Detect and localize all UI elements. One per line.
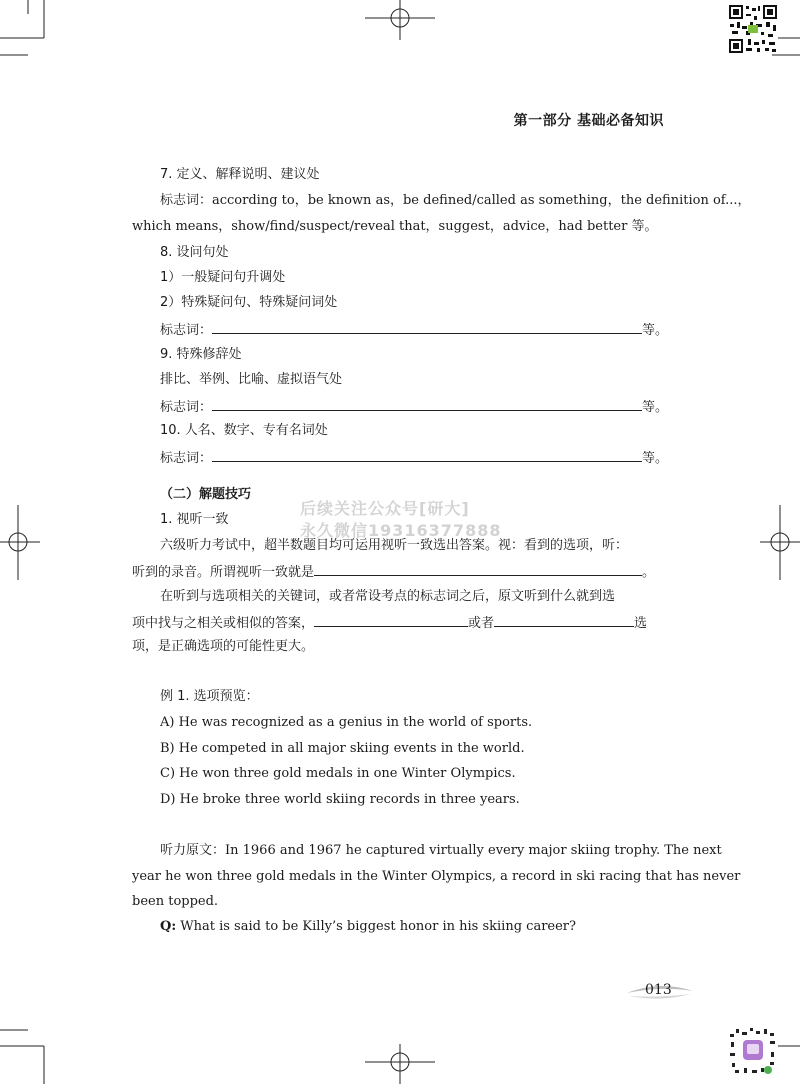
question-text: What is said to be Killy’s biggest honor in his skiing career?	[176, 919, 576, 934]
marker-label: 标志词：	[160, 323, 213, 338]
item-10-marker-line	[160, 447, 668, 469]
qr-code-icon	[728, 1026, 778, 1076]
item-7-markers-line2: which means，show/find/suspect/reveal that，suggest，advice，had better 等。	[132, 219, 658, 234]
section-2-sub1: 1. 视听一致	[160, 512, 229, 527]
item-8-sub2: 2）特殊疑问句、特殊疑问词处	[160, 295, 338, 310]
para2-line2-c: 选	[634, 616, 648, 631]
marker-label: 标志词：	[160, 400, 213, 415]
page-number: 013	[645, 982, 672, 998]
fill-blank[interactable]	[212, 396, 642, 411]
item-10-title: 10. 人名、数字、专有名词处	[160, 423, 328, 438]
para1-line1: 六级听力考试中，超半数题目均可运用视听一致选出答案。视：看到的选项，听：	[160, 538, 629, 553]
question-label: Q:	[160, 919, 177, 934]
item-8-title: 8. 设问句处	[160, 245, 229, 260]
para2-line2-a: 项中找与之相关或相似的答案，	[132, 616, 315, 631]
watermark	[300, 498, 510, 542]
transcript-line3: been topped.	[132, 894, 219, 909]
item-8-marker-line	[160, 319, 668, 341]
para1-line2	[132, 561, 655, 583]
option-d: D) He broke three world skiing records in three years.	[160, 792, 520, 807]
page-number-badge	[625, 976, 695, 1006]
option-a: A) He was recognized as a genius in the world of sports.	[160, 715, 533, 730]
period: 。	[642, 565, 656, 580]
example-title: 例 1. 选项预览：	[160, 689, 259, 704]
item-9-sub: 排比、举例、比喻、虚拟语气处	[160, 372, 343, 387]
section-2-heading: （二）解题技巧	[160, 487, 252, 502]
item-9-marker-line	[160, 396, 668, 418]
para2-line1: 在听到与选项相关的关键词，或者常设考点的标志词之后，原文听到什么就到选	[160, 589, 616, 604]
para1-line2-text: 听到的录音。所谓视听一致就是	[132, 565, 315, 580]
para2-line2-b: 或者	[468, 616, 495, 631]
question-line	[160, 917, 576, 937]
fill-blank[interactable]	[314, 612, 468, 627]
item-8-sub1: 1）一般疑问句升调处	[160, 270, 286, 285]
item-9-title: 9. 特殊修辞处	[160, 347, 242, 362]
etc-label: 等。	[642, 323, 669, 338]
etc-label: 等。	[642, 451, 669, 466]
fill-blank[interactable]	[494, 612, 634, 627]
para2-line3: 项，是正确选项的可能性更大。	[132, 639, 315, 654]
fill-blank[interactable]	[212, 319, 642, 334]
option-b: B) He competed in all major skiing events in the world.	[160, 741, 525, 756]
running-header: 第一部分 基础必备知识	[513, 113, 664, 129]
para2-line2	[132, 612, 647, 634]
watermark-line1: 后续关注公众号[研大]	[300, 499, 470, 518]
marker-label: 标志词：	[160, 451, 213, 466]
option-c: C) He won three gold medals in one Winter Olympics.	[160, 766, 516, 781]
fill-blank[interactable]	[212, 447, 642, 462]
fill-blank[interactable]	[314, 561, 642, 576]
transcript-line2: year he won three gold medals in the Winter Olympics, a record in ski racing that has never	[132, 869, 741, 884]
item-7-title: 7. 定义、解释说明、建议处	[160, 167, 320, 182]
qr-code-icon	[728, 4, 778, 54]
watermark-line2: 永久微信19316377888	[300, 521, 502, 540]
item-7-markers-line1: 标志词：according to，be known as，be defined/called as something，the definition of...，	[160, 193, 751, 208]
etc-label: 等。	[642, 400, 669, 415]
transcript-line1: 听力原文：In 1966 and 1967 he captured virtually every major skiing trophy. The next	[160, 843, 722, 858]
